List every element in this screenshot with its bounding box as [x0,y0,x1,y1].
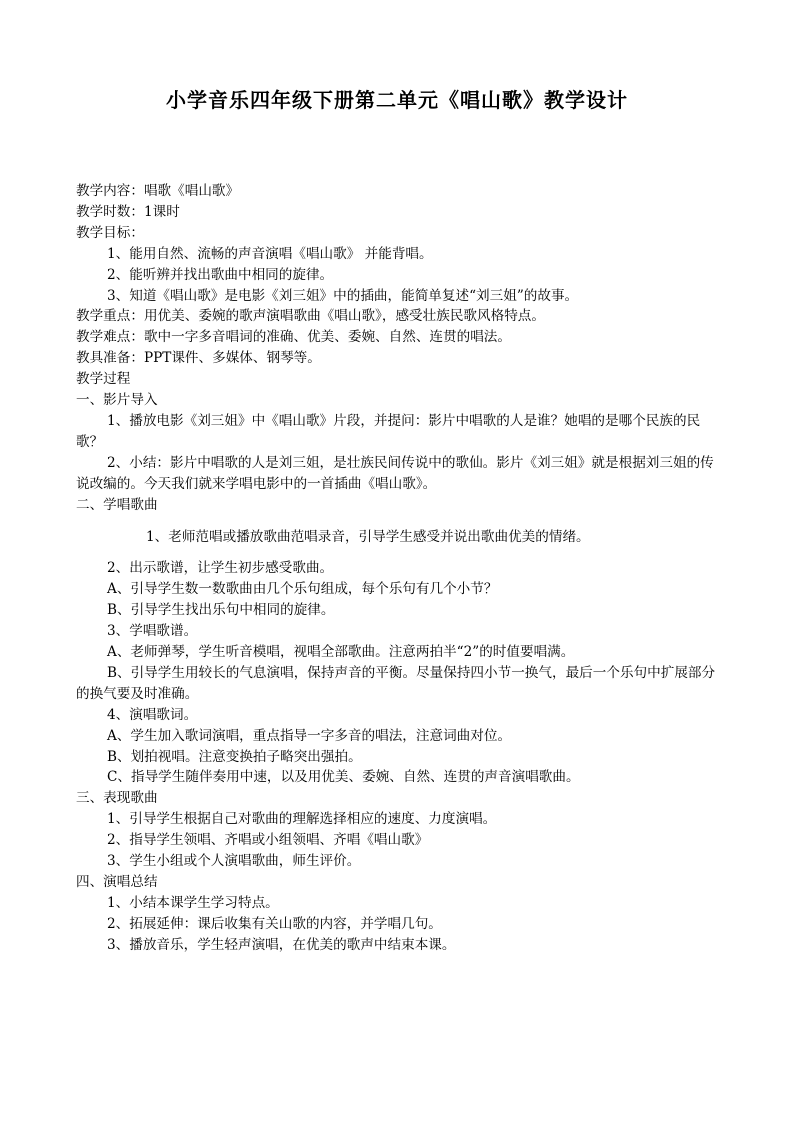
list-item: 2、出示歌谱，让学生初步感受歌曲。 [107,560,334,577]
document-body [76,181,726,956]
section-heading: 二、学唱歌曲 [76,496,158,513]
list-item: 3、学生小组或个人演唱歌曲，师生评价。 [107,853,361,870]
list-item: A、引导学生数一数歌曲由几个乐句组成，每个乐句有几个小节？ [107,581,498,598]
list-item: 1、老师范唱或播放歌曲范唱录音，引导学生感受并说出歌曲优美的情绪。 [146,528,590,545]
teaching-key-point: 教学重点：用优美、委婉的歌声演唱歌曲《唱山歌》，感受壮族民歌风格特点。 [76,308,545,325]
list-item: A、学生加入歌词演唱，重点指导一字多音的唱法，注意词曲对位。 [107,727,512,744]
teaching-difficulty: 教学难点：歌中一字多音唱词的准确、优美、委婉、自然、连贯的唱法。 [76,329,511,346]
list-item: 4、演唱歌词。 [107,706,198,723]
paragraph: 1、播放电影《刘三姐》中《唱山歌》片段，并提问：影片中唱歌的人是谁？她唱的是哪个民族的民歌？ [76,412,701,450]
list-item: 2、指导学生领唱、齐唱或小组领唱、齐唱《唱山歌》 [107,832,429,849]
list-item: 3、播放音乐，学生轻声演唱，在优美的歌声中结束本课。 [107,936,456,953]
teaching-content: 教学内容：唱歌《唱山歌》 [76,183,240,199]
paragraph: 2、小结：影片中唱歌的人是刘三姐，是壮族民间传说中的歌仙。影片《刘三姐》就是根据刘三姐的传说改编的。今天我们就来学唱电影中的一首插曲《唱山歌》。 [76,454,714,492]
list-item: 1、小结本课学生学习特点。 [107,894,279,911]
goal-item: 1、能用自然、流畅的声音演唱《唱山歌》 并能背唱。 [107,245,433,262]
list-item: B、引导学生找出乐句中相同的旋律。 [107,602,335,619]
list-item: C、指导学生随伴奏用中速，以及用优美、委婉、自然、连贯的声音演唱歌曲。 [107,769,580,786]
list-item: A、老师弹琴，学生听音模唱，视唱全部歌曲。注意两拍半“2”的时值要唱满。 [107,644,575,661]
goal-item: 3、知道《唱山歌》是电影《刘三姐》中的插曲，能简单复述“刘三姐”的故事。 [107,287,579,304]
goal-item: 2、能听辨并找出歌曲中相同的旋律。 [107,266,334,283]
paragraph: B、引导学生用较长的气息演唱，保持声音的平衡。尽量保持四小节一换气，最后一个乐句中扩展部分的换气要及时准确。 [76,664,716,702]
list-item: 1、引导学生根据自己对歌曲的理解选择相应的速度、力度演唱。 [107,811,497,828]
section-heading: 三、表现歌曲 [76,790,158,807]
section-heading: 一、影片导入 [76,392,158,409]
teaching-aids: 教具准备：PPT课件、多媒体、钢琴等。 [76,350,321,367]
teaching-process-heading: 教学过程 [76,371,131,388]
document-title: 小学音乐四年级下册第二单元《唱山歌》教学设计 [166,88,628,112]
teaching-goals-heading: 教学目标： [76,224,144,241]
list-item: 3、学唱歌谱。 [107,623,198,640]
section-heading: 四、演唱总结 [76,874,158,890]
list-item: B、划拍视唱。注意变换拍子略突出强拍。 [107,748,362,765]
teaching-hours: 教学时数：1课时 [76,203,180,220]
list-item: 2、拓展延伸：课后收集有关山歌的内容，并学唱几句。 [107,915,442,932]
